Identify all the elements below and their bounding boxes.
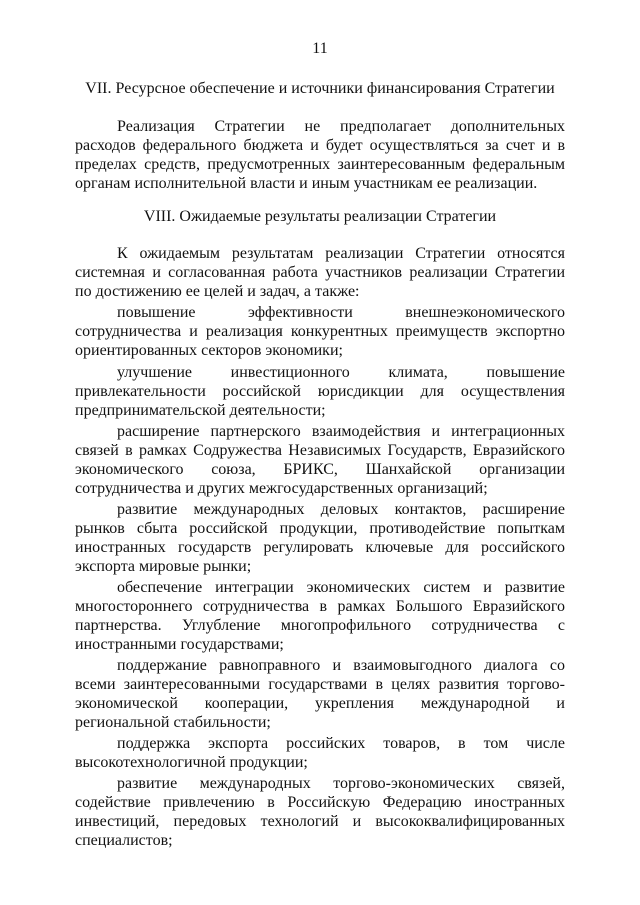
page-number: 11 — [312, 40, 328, 57]
section-8-heading: VIII. Ожидаемые результаты реализации Стратегии — [143, 208, 497, 225]
section-8-paragraph-intro: К ожидаемым результатам реализации Стратегии относятся системная и согласованная работа участников реализации Стратегии по достижению ее целей и задач, а также: — [75, 245, 565, 300]
section-8-paragraph-3: улучшение инвестиционного климата, повышение привлекательности российской юрисдикции для осуществления предпринимательской деятельности; — [75, 364, 565, 419]
section-8-paragraph-2: повышение эффективности внешнеэкономического сотрудничества и реализация конкурентных преимуществ экспортно ориентированных секторов экономики; — [75, 304, 565, 359]
section-8-paragraph-6: обеспечение интеграции экономических систем и развитие многостороннего сотрудничества в рамках Большого Евразийского партнерства. Углубление многопрофильного сотрудничества с иностранными государствами; — [75, 579, 565, 653]
section-7-heading: VII. Ресурсное обеспечение и источники финансирования Стратегии — [85, 80, 555, 97]
section-8-paragraph-5: развитие международных деловых контактов, расширение рынков сбыта российской продукции, противодействие попыткам иностранных государств регулировать ключевые для российского экспорта мировые рынки; — [75, 501, 565, 575]
section-8-paragraph-8: поддержка экспорта российских товаров, в том числе высокотехнологичной продукции; — [75, 735, 565, 771]
section-8-paragraph-4: расширение партнерского взаимодействия и интеграционных связей в рамках Содружества Независимых Государств, Евразийского экономического союза, БРИКС, Шанхайской организации сотрудничества и других межгосударственных организаций; — [75, 423, 565, 497]
section-8-paragraph-7: поддержание равноправного и взаимовыгодного диалога со всеми заинтересованными государствами в целях развития торгово-экономической кооперации, укрепления международной и региональной стабильности; — [75, 657, 565, 731]
section-8-paragraph-9: развитие международных торгово-экономических связей, содействие привлечению в Российскую Федерацию иностранных инвестиций, передовых технологий и высококвалифицированных специалистов; — [75, 775, 565, 849]
section-7-paragraph: Реализация Стратегии не предполагает дополнительных расходов федерального бюджета и будет осуществляться за счет и в пределах средств, предусмотренных заинтересованным федеральным органам исполнительной власти и иным участникам ее реализации. — [75, 118, 565, 192]
